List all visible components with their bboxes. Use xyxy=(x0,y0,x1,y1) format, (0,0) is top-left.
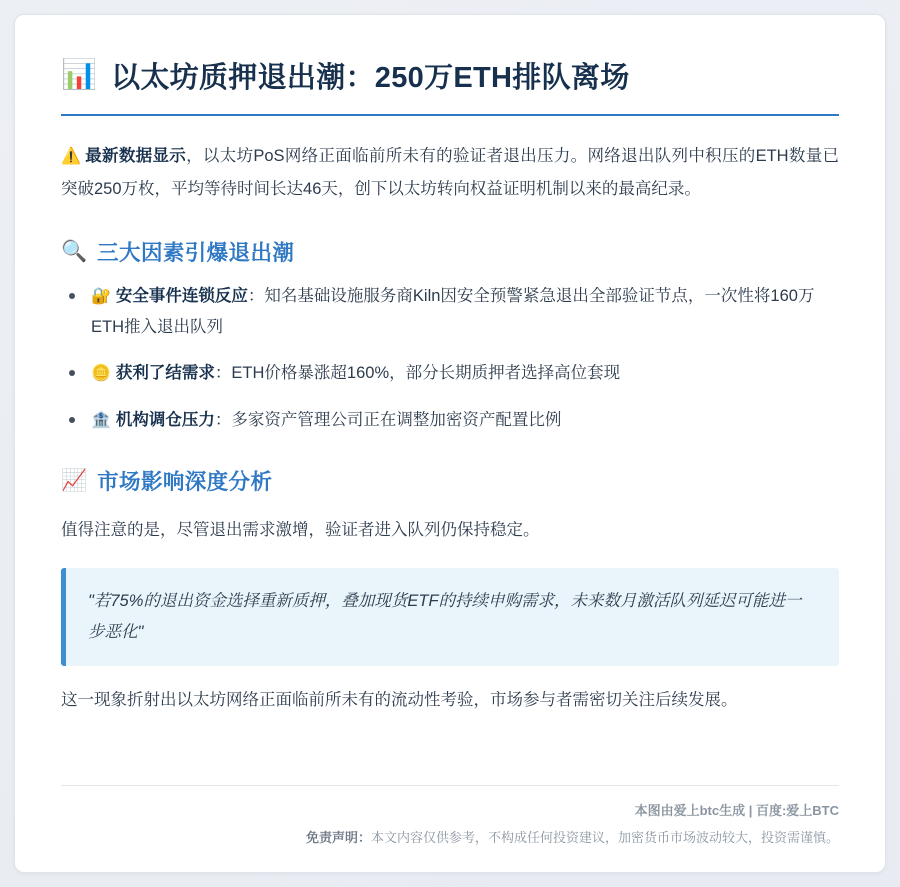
list-item-label: 获利了结需求 xyxy=(115,364,215,383)
section-heading-factors xyxy=(61,236,839,267)
footer-credit: 本图由爱上btc生成 | 百度:爱上BTC xyxy=(634,803,839,818)
list-item-label: 安全事件连锁反应 xyxy=(115,287,248,305)
list-item-label: 机构调仓压力 xyxy=(115,410,215,429)
footer xyxy=(61,785,839,846)
quote-block: "若75%的退出资金选择重新质押，叠加现货ETF的持续申购需求，未来数月激活队列延迟可能进一步恶化" xyxy=(61,568,839,665)
list-item xyxy=(61,281,839,342)
lead-paragraph xyxy=(61,140,839,206)
lead-text: ，以太坊PoS网络正面临前所未有的验证者退出压力。网络退出队列中积压的ETH数量已突破250万枚，平均等待时间长达46天，创下以太坊转向权益证明机制以来的最高纪录。 xyxy=(61,147,840,198)
footer-disclaimer-label: 免责声明： xyxy=(305,830,371,845)
section-heading-analysis xyxy=(61,465,839,496)
page-title xyxy=(61,55,839,116)
warning-icon: ⚠️ xyxy=(61,148,82,165)
section-heading-factors-text: 三大因素引爆退出潮 xyxy=(97,241,295,265)
footer-disclaimer xyxy=(61,827,839,846)
list-item-text: ：多家资产管理公司正在调整加密资产配置比例 xyxy=(214,410,562,429)
list-item xyxy=(61,405,839,436)
list-item-text: ：知名基础设施服务商Kiln因安全预警紧急退出全部验证节点，一次性将160万ETH推入退出队列 xyxy=(91,287,815,336)
analysis-paragraph-2: 这一现象折射出以太坊网络正面临前所未有的流动性考验，市场参与者需密切关注后续发展。 xyxy=(61,690,738,709)
analysis-paragraph-1: 值得注意的是，尽管退出需求激增，验证者进入队列仍保持稳定。 xyxy=(61,521,540,540)
coin-icon: 🪙 xyxy=(91,365,111,383)
bar-chart-icon: 📊 xyxy=(61,59,98,91)
article-card xyxy=(14,14,886,873)
magnifier-icon: 🔍 xyxy=(61,240,88,263)
list-item-text: ：ETH价格暴涨超160%，部分长期质押者选择高位套现 xyxy=(214,364,621,383)
factors-list xyxy=(61,281,839,435)
section-heading-analysis-text: 市场影响深度分析 xyxy=(97,470,273,495)
lead-strong: 最新数据显示 xyxy=(85,147,187,165)
footer-disclaimer-text: 本文内容仅供参考，不构成任何投资建议，加密货币市场波动较大，投资需谨慎。 xyxy=(370,830,839,845)
trend-chart-icon: 📈 xyxy=(61,469,88,493)
bank-icon: 🏦 xyxy=(91,411,111,429)
lock-icon: 🔐 xyxy=(91,288,111,305)
list-item xyxy=(61,358,839,389)
page-title-text: 以太坊质押退出潮：250万ETH排队离场 xyxy=(111,62,630,94)
